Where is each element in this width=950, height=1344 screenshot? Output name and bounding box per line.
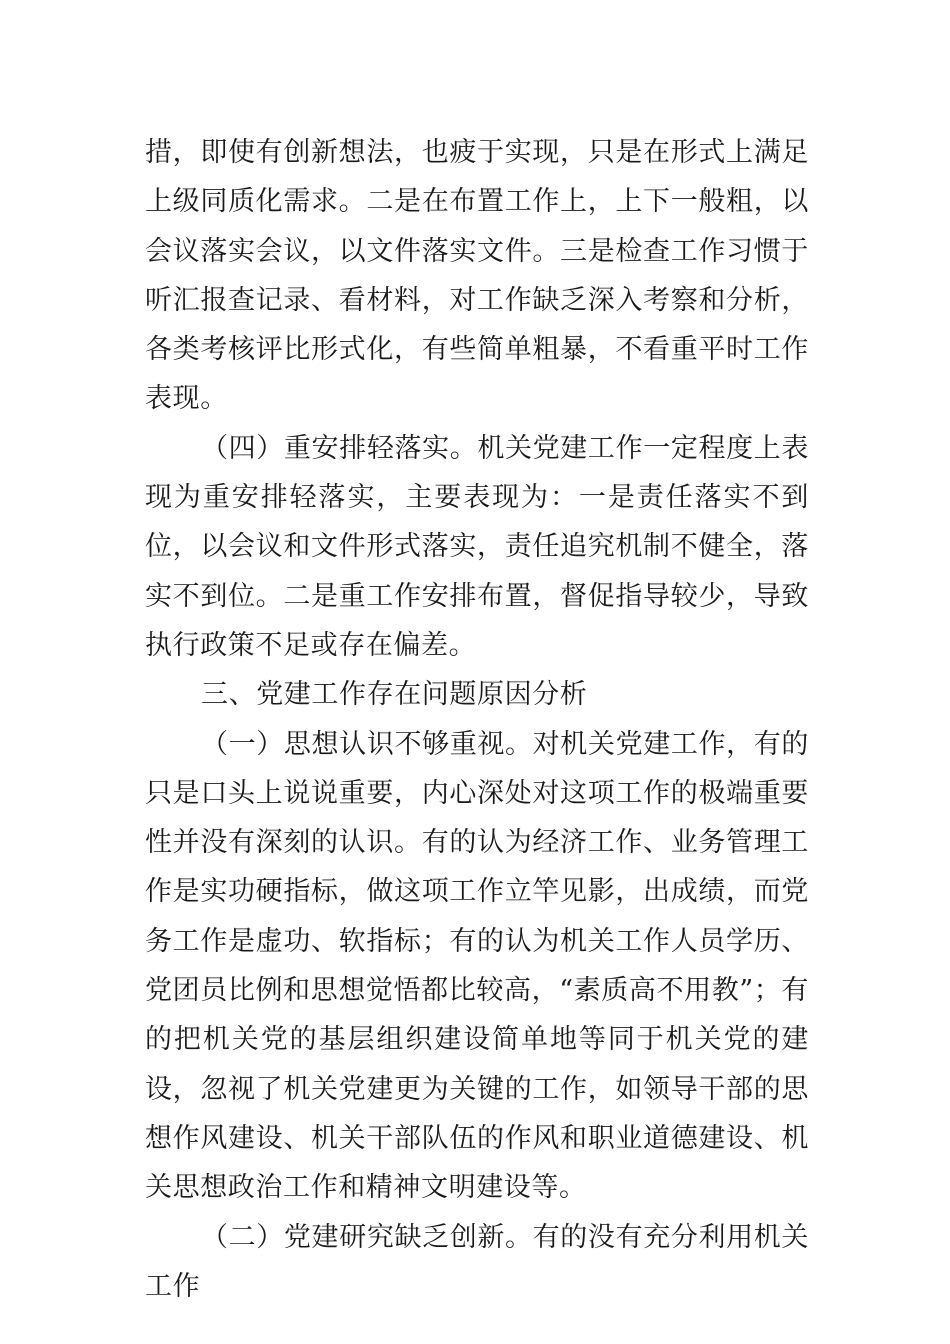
section-heading-three: 三、党建工作存在问题原因分析 bbox=[201, 679, 588, 711]
paragraph-section-one: （一）思想认识不够重视。对机关党建工作，有的只是口头上说说重要，内心深处对这项工作的极端重要性并没有深刻的认识。有的认为经济工作、业务管理工作是实功硬指标，做这项工作立竿见影，出成绩，而党务工作是虚功、软指标；有的认为机关工作人员学历、党团员比例和思想觉悟都比较高，“素质高不用教”；有的把机关党的基层组织建设简单地等同于机关党的建设，忽视了机关党建更为关键的工作，如领导干部的思想作风建设、机关干部队伍的作风和职业道德建设、机关思想政治工作和精神文明建设等。 bbox=[145, 728, 809, 1204]
paragraph-section-two: （二）党建研究缺乏创新。有的没有充分利用机关工作 bbox=[145, 1221, 809, 1302]
document-body bbox=[145, 128, 809, 1311]
paragraph-section-four: （四）重安排轻落实。机关党建工作一定程度上表现为重安排轻落实，主要表现为：一是责任落实不到位，以会议和文件形式落实，责任追究机制不健全，落实不到位。二是重工作安排布置，督促指导较少，导致执行政策不足或存在偏差。 bbox=[145, 432, 809, 661]
paragraph-continuation: 措，即使有创新想法，也疲于实现，只是在形式上满足上级同质化需求。二是在布置工作上，上下一般粗，以会议落实会议，以文件落实文件。三是检查工作习惯于听汇报查记录、看材料，对工作缺乏深入考察和分析，各类考核评比形式化，有些简单粗暴，不看重平时工作表现。 bbox=[145, 137, 809, 415]
